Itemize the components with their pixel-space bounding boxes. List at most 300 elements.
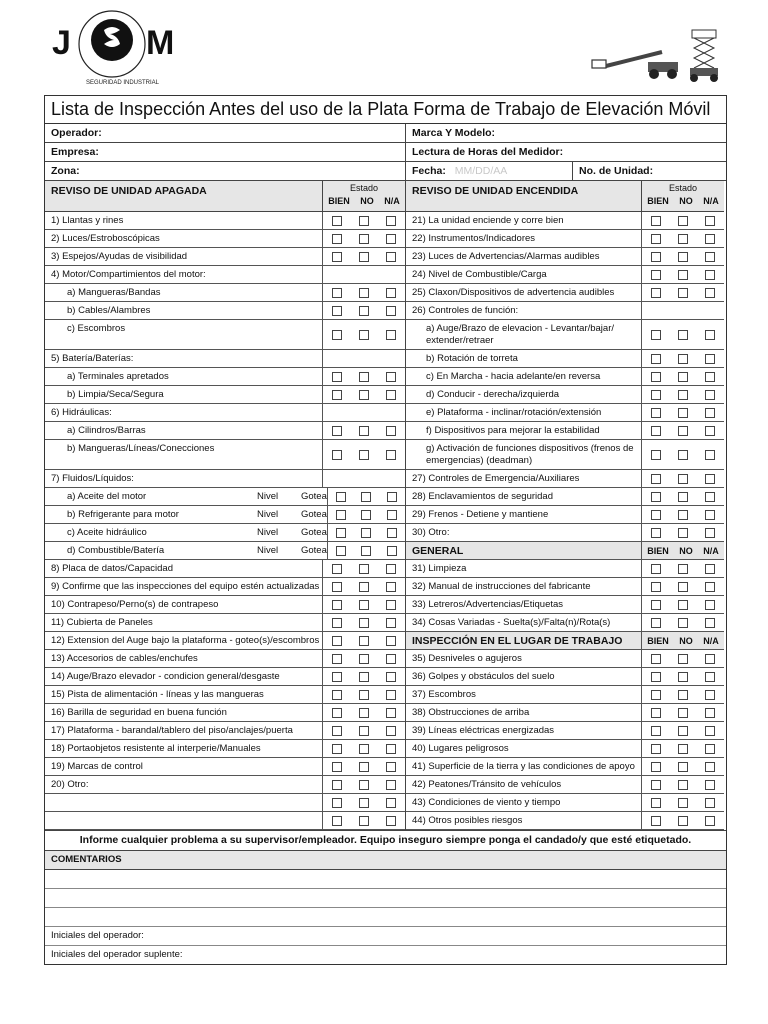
checkbox-no[interactable] — [678, 426, 688, 436]
checkbox-bien[interactable] — [651, 408, 661, 418]
checkbox-no[interactable] — [359, 600, 369, 610]
checkbox-na[interactable] — [386, 618, 396, 628]
checkbox-na[interactable] — [705, 798, 715, 808]
checkbox-na[interactable] — [386, 726, 396, 736]
checkbox-bien[interactable] — [651, 234, 661, 244]
item-label: 32) Manual de instrucciones del fabricante — [412, 581, 591, 592]
checkbox-no[interactable] — [359, 708, 369, 718]
checkbox-no[interactable] — [359, 372, 369, 382]
item-label: a) Terminales apretados — [67, 371, 169, 382]
checkbox-bien[interactable] — [332, 672, 342, 682]
checkbox-no[interactable] — [359, 564, 369, 574]
checkbox-no[interactable] — [359, 234, 369, 244]
estado-checkboxes — [641, 212, 724, 229]
checkbox-bien[interactable] — [651, 726, 661, 736]
checklist-row — [406, 776, 724, 794]
checklist-row — [406, 302, 724, 320]
checkbox-na[interactable] — [705, 690, 715, 700]
checkbox-no[interactable] — [678, 270, 688, 280]
checkbox-bien[interactable] — [336, 510, 346, 520]
item-label: a) Auge/Brazo de elevacion - Levantar/bajar/ extender/retraer — [426, 323, 615, 346]
checklist-row — [406, 440, 724, 470]
checkbox-no[interactable] — [359, 216, 369, 226]
estado-checkboxes — [322, 722, 405, 739]
estado-checkboxes — [322, 470, 405, 487]
checkbox-bien[interactable] — [651, 708, 661, 718]
checkbox-no[interactable] — [678, 798, 688, 808]
item-label: 36) Golpes y obstáculos del suelo — [412, 671, 555, 682]
gotea-label: Gotea — [301, 545, 327, 556]
item-label: 34) Cosas Variadas - Suelta(s)/Falta(n)/Rota(s) — [412, 617, 611, 628]
checkbox-bien[interactable] — [651, 330, 661, 340]
item-label: 13) Accesorios de cables/enchufes — [51, 653, 198, 664]
checkbox-no[interactable] — [678, 726, 688, 736]
checkbox-na[interactable] — [386, 216, 396, 226]
marca-modelo-field[interactable]: Marca Y Modelo: — [412, 127, 496, 139]
estado-checkboxes — [641, 812, 724, 829]
checklist-row — [45, 686, 405, 704]
fluid-item — [45, 506, 327, 523]
checkbox-bien[interactable] — [332, 372, 342, 382]
fecha-field[interactable] — [412, 162, 573, 180]
estado-checkboxes — [641, 650, 724, 667]
checkbox-no[interactable] — [678, 690, 688, 700]
checkbox-na[interactable] — [705, 780, 715, 790]
zona-field[interactable]: Zona: — [45, 162, 406, 180]
checkbox-bien[interactable] — [651, 492, 661, 502]
checkbox-no[interactable] — [678, 762, 688, 772]
checklist-row — [406, 722, 724, 740]
checkbox-bien[interactable] — [651, 744, 661, 754]
checkbox-bien[interactable] — [651, 600, 661, 610]
item-label: 12) Extension del Auge bajo la plataforma - goteo(s)/escombros — [51, 635, 320, 646]
estado-checkboxes — [327, 542, 405, 559]
checklist-row — [406, 506, 724, 524]
checkbox-na[interactable] — [387, 528, 397, 538]
checklist-row — [45, 560, 405, 578]
checkbox-bien[interactable] — [651, 354, 661, 364]
checklist-row — [406, 524, 724, 542]
checkbox-na[interactable] — [386, 564, 396, 574]
checkbox-no[interactable] — [678, 618, 688, 628]
checkbox-bien[interactable] — [332, 816, 342, 826]
estado-checkboxes — [322, 614, 405, 631]
checkbox-no[interactable] — [678, 564, 688, 574]
checkbox-bien[interactable] — [651, 528, 661, 538]
checklist-row — [406, 386, 724, 404]
checkbox-na[interactable] — [705, 744, 715, 754]
checkbox-bien[interactable] — [332, 708, 342, 718]
checkbox-no[interactable] — [678, 234, 688, 244]
estado-checkboxes — [641, 422, 724, 439]
checkbox-na[interactable] — [386, 654, 396, 664]
checkbox-bien[interactable] — [651, 672, 661, 682]
checkbox-no[interactable] — [678, 408, 688, 418]
checkbox-no[interactable] — [678, 252, 688, 262]
checkbox-no[interactable] — [359, 306, 369, 316]
item-label: 17) Plataforma - barandal/tablero del piso/anclajes/puerta — [51, 725, 293, 736]
checkbox-no[interactable] — [678, 816, 688, 826]
checkbox-na[interactable] — [386, 450, 396, 460]
item-label: 44) Otros posibles riesgos — [412, 815, 523, 826]
checkbox-bien[interactable] — [651, 780, 661, 790]
checkbox-bien[interactable] — [332, 216, 342, 226]
item-label: 22) Instrumentos/Indicadores — [412, 233, 536, 244]
iniciales-suplente-field[interactable]: Iniciales del operador suplente: — [51, 949, 183, 960]
checkbox-no[interactable] — [678, 330, 688, 340]
checklist-row — [406, 404, 724, 422]
item-label: 33) Letreros/Advertencias/Etiquetas — [412, 599, 564, 610]
logo-letter-j: J — [52, 24, 71, 62]
checkbox-bien[interactable] — [651, 474, 661, 484]
estado-checkboxes — [322, 668, 405, 685]
checkbox-no[interactable] — [678, 390, 688, 400]
estado-checkboxes — [641, 248, 724, 265]
estado-checkboxes — [322, 812, 405, 829]
checkbox-no[interactable] — [359, 798, 369, 808]
comment-line[interactable] — [45, 908, 726, 927]
operador-field[interactable]: Operador: — [45, 124, 406, 142]
checkbox-na[interactable] — [705, 234, 715, 244]
checkbox-na[interactable] — [386, 330, 396, 340]
checkbox-na[interactable] — [386, 582, 396, 592]
checkbox-bien[interactable] — [651, 816, 661, 826]
checkbox-no[interactable] — [678, 474, 688, 484]
item-label: 31) Limpieza — [412, 563, 467, 574]
checkbox-bien[interactable] — [332, 450, 342, 460]
item-label: b) Mangueras/Líneas/Conecciones — [67, 443, 215, 454]
checkbox-na[interactable] — [705, 492, 715, 502]
checkbox-no[interactable] — [678, 528, 688, 538]
checkbox-na[interactable] — [386, 636, 396, 646]
checkbox-no[interactable] — [361, 546, 371, 556]
checkbox-no[interactable] — [361, 510, 371, 520]
checkbox-no[interactable] — [678, 582, 688, 592]
checkbox-na[interactable] — [705, 330, 715, 340]
estado-checkboxes — [641, 686, 724, 703]
checkbox-bien[interactable] — [651, 618, 661, 628]
checkbox-bien[interactable] — [332, 744, 342, 754]
unidad-encendida-section — [406, 181, 724, 830]
checkbox-na[interactable] — [705, 510, 715, 520]
checkbox-na[interactable] — [386, 798, 396, 808]
checkbox-na[interactable] — [386, 288, 396, 298]
estado-checkboxes — [641, 506, 724, 523]
checkbox-na[interactable] — [705, 216, 715, 226]
estado-checkboxes — [641, 668, 724, 685]
checkbox-bien[interactable] — [332, 330, 342, 340]
checkbox-na[interactable] — [705, 582, 715, 592]
checkbox-na[interactable] — [705, 252, 715, 262]
checkbox-no[interactable] — [359, 252, 369, 262]
checkbox-no[interactable] — [359, 636, 369, 646]
checkbox-no[interactable] — [361, 492, 371, 502]
item-label — [45, 812, 322, 829]
checkbox-na[interactable] — [705, 726, 715, 736]
estado-na-label: N/A — [703, 635, 719, 646]
checklist-row — [406, 578, 724, 596]
checkbox-bien[interactable] — [332, 780, 342, 790]
checklist-row — [45, 266, 405, 284]
checkbox-na[interactable] — [705, 564, 715, 574]
checkbox-no[interactable] — [678, 450, 688, 460]
estado-checkboxes — [641, 320, 724, 349]
checkbox-na[interactable] — [705, 600, 715, 610]
checkbox-no[interactable] — [678, 354, 688, 364]
estado-checkboxes — [641, 722, 724, 739]
estado-checkboxes — [322, 248, 405, 265]
estado-checkboxes — [322, 632, 405, 649]
checkbox-na[interactable] — [387, 492, 397, 502]
checkbox-no[interactable] — [359, 726, 369, 736]
safety-notice: Informe cualquier problema a su supervisor/empleador. Equipo inseguro siempre ponga el candado/y que esté etiquetado. — [45, 830, 726, 851]
checkbox-no[interactable] — [678, 708, 688, 718]
item-label: 24) Nivel de Combustible/Carga — [412, 269, 547, 280]
checklist-row — [45, 404, 405, 422]
checkbox-no[interactable] — [359, 288, 369, 298]
checkbox-na[interactable] — [386, 600, 396, 610]
checklist-row — [45, 386, 405, 404]
checkbox-bien[interactable] — [336, 492, 346, 502]
checkbox-na[interactable] — [386, 816, 396, 826]
checkbox-na[interactable] — [386, 690, 396, 700]
checkbox-na[interactable] — [705, 672, 715, 682]
checkbox-no[interactable] — [359, 672, 369, 682]
item-label: 21) La unidad enciende y corre bien — [412, 215, 564, 226]
checkbox-na[interactable] — [387, 546, 397, 556]
checkbox-no[interactable] — [678, 744, 688, 754]
checkbox-na[interactable] — [705, 288, 715, 298]
checkbox-bien[interactable] — [332, 798, 342, 808]
checkbox-na[interactable] — [705, 372, 715, 382]
checkbox-na[interactable] — [386, 780, 396, 790]
checkbox-no[interactable] — [359, 744, 369, 754]
checkbox-bien[interactable] — [332, 234, 342, 244]
item-label: 39) Líneas eléctricas energizadas — [412, 725, 555, 736]
checklist-row — [45, 776, 405, 794]
checkbox-na[interactable] — [705, 390, 715, 400]
checkbox-na[interactable] — [705, 408, 715, 418]
fecha-placeholder: MM/DD/AA — [454, 165, 508, 177]
fluid-item — [45, 524, 327, 541]
checkbox-na[interactable] — [386, 426, 396, 436]
checkbox-no[interactable] — [678, 492, 688, 502]
checkbox-na[interactable] — [386, 234, 396, 244]
checkbox-na[interactable] — [705, 426, 715, 436]
checkbox-no[interactable] — [361, 528, 371, 538]
checklist-row — [406, 368, 724, 386]
item-label: c) Aceite hidráulico — [67, 527, 147, 538]
estado-checkboxes — [322, 758, 405, 775]
item-label: e) Plataforma - inclinar/rotación/extensión — [426, 407, 602, 418]
checkbox-bien[interactable] — [651, 762, 661, 772]
checkbox-bien[interactable] — [651, 510, 661, 520]
header-row-3 — [45, 162, 726, 181]
checklist-row — [45, 440, 405, 470]
checklist-row — [45, 722, 405, 740]
checkbox-bien[interactable] — [332, 690, 342, 700]
checkbox-bien[interactable] — [651, 582, 661, 592]
checkbox-bien[interactable] — [332, 252, 342, 262]
nivel-label: Nivel — [257, 527, 279, 538]
checkbox-na[interactable] — [386, 762, 396, 772]
checkbox-bien[interactable] — [332, 726, 342, 736]
estado-checkboxes — [641, 740, 724, 757]
item-label: 30) Otro: — [412, 527, 450, 538]
checkbox-na[interactable] — [705, 618, 715, 628]
checkbox-no[interactable] — [359, 450, 369, 460]
checkbox-no[interactable] — [678, 288, 688, 298]
estado-checkboxes — [641, 758, 724, 775]
checklist-row — [406, 284, 724, 302]
checkbox-na[interactable] — [705, 762, 715, 772]
checkbox-no[interactable] — [678, 672, 688, 682]
checkbox-na[interactable] — [705, 450, 715, 460]
item-label: 26) Controles de función: — [412, 305, 519, 316]
checkbox-no[interactable] — [678, 654, 688, 664]
checkbox-bien[interactable] — [651, 426, 661, 436]
checkbox-no[interactable] — [359, 762, 369, 772]
item-label: 8) Placa de datos/Capacidad — [51, 563, 173, 574]
estado-checkboxes — [322, 302, 405, 319]
checkbox-bien[interactable] — [332, 306, 342, 316]
checkbox-no[interactable] — [359, 780, 369, 790]
checkbox-na[interactable] — [386, 252, 396, 262]
estado-checkboxes — [641, 368, 724, 385]
fecha-label: Fecha: — [412, 165, 446, 177]
comment-line[interactable] — [45, 889, 726, 908]
checkbox-no[interactable] — [359, 582, 369, 592]
checkbox-bien[interactable] — [651, 450, 661, 460]
subsection-heading — [406, 632, 724, 650]
estado-checkboxes — [641, 794, 724, 811]
item-label: 9) Confirme que las inspecciones del equipo estén actualizadas — [51, 581, 320, 592]
checkbox-bien[interactable] — [651, 288, 661, 298]
checkbox-na[interactable] — [705, 474, 715, 484]
estado-checkboxes — [322, 404, 405, 421]
unidad-apagada-section — [45, 181, 406, 830]
checkbox-na[interactable] — [705, 654, 715, 664]
checkbox-bien[interactable] — [651, 252, 661, 262]
checkbox-no[interactable] — [359, 690, 369, 700]
iniciales-operador-field[interactable]: Iniciales del operador: — [45, 927, 726, 946]
checkbox-no[interactable] — [678, 600, 688, 610]
item-label: 15) Pista de alimentación - líneas y las mangueras — [51, 689, 264, 700]
checkbox-no[interactable] — [359, 390, 369, 400]
checkbox-bien[interactable] — [332, 636, 342, 646]
checkbox-na[interactable] — [386, 306, 396, 316]
checkbox-bien[interactable] — [651, 798, 661, 808]
item-label: 35) Desniveles o agujeros — [412, 653, 522, 664]
checklist-row — [45, 470, 405, 488]
estado-checkboxes — [641, 404, 724, 421]
checkbox-no[interactable] — [359, 816, 369, 826]
checkbox-bien[interactable] — [651, 690, 661, 700]
estado-header: Estado BIEN NO N/A — [641, 181, 724, 211]
checkbox-bien[interactable] — [336, 528, 346, 538]
nivel-label: Nivel — [257, 509, 279, 520]
checkbox-na[interactable] — [705, 354, 715, 364]
checklist-row — [45, 230, 405, 248]
empresa-field[interactable]: Empresa: — [45, 143, 406, 161]
item-label: a) Aceite del motor — [67, 491, 147, 502]
checkbox-bien[interactable] — [332, 426, 342, 436]
item-label: 14) Auge/Brazo elevador - condicion general/desgaste — [51, 671, 280, 682]
estado-checkboxes — [322, 686, 405, 703]
estado-checkboxes — [641, 542, 724, 559]
fluid-item — [45, 542, 327, 559]
checkbox-bien[interactable] — [332, 564, 342, 574]
checkbox-na[interactable] — [705, 816, 715, 826]
checkbox-no[interactable] — [678, 216, 688, 226]
checklist-row — [45, 368, 405, 386]
estado-header: Estado BIEN NO N/A — [322, 181, 405, 211]
checkbox-bien[interactable] — [332, 582, 342, 592]
checkbox-na[interactable] — [705, 708, 715, 718]
gotea-label: Gotea — [301, 509, 327, 520]
estado-bien-label: BIEN — [647, 545, 669, 556]
estado-checkboxes — [322, 704, 405, 721]
checkbox-bien[interactable] — [651, 372, 661, 382]
lectura-horas-field[interactable]: Lectura de Horas del Medidor: — [412, 146, 564, 158]
checkbox-na[interactable] — [705, 270, 715, 280]
checkbox-no[interactable] — [678, 780, 688, 790]
checkbox-no[interactable] — [678, 510, 688, 520]
checkbox-na[interactable] — [386, 672, 396, 682]
checkbox-no[interactable] — [359, 654, 369, 664]
checklist-row — [45, 794, 405, 812]
checkbox-bien[interactable] — [651, 654, 661, 664]
item-label: 20) Otro: — [51, 779, 89, 790]
checkbox-bien[interactable] — [336, 546, 346, 556]
checkbox-bien[interactable] — [651, 270, 661, 280]
checkbox-bien[interactable] — [332, 618, 342, 628]
checkbox-na[interactable] — [386, 744, 396, 754]
checkbox-no[interactable] — [359, 426, 369, 436]
checklist-row — [45, 488, 405, 506]
checklist-row — [45, 596, 405, 614]
checkbox-no[interactable] — [359, 330, 369, 340]
checkbox-bien[interactable] — [651, 216, 661, 226]
checkbox-na[interactable] — [387, 510, 397, 520]
checkbox-na[interactable] — [386, 708, 396, 718]
checkbox-bien[interactable] — [332, 600, 342, 610]
checkbox-bien[interactable] — [332, 654, 342, 664]
checklist-row — [45, 284, 405, 302]
checkbox-bien[interactable] — [651, 390, 661, 400]
item-label: g) Activación de funciones dispositivos (frenos de emergencias) (deadman) — [426, 443, 634, 466]
comment-line[interactable] — [45, 870, 726, 889]
checkbox-bien[interactable] — [332, 390, 342, 400]
checklist-row — [45, 212, 405, 230]
no-unidad-field[interactable]: No. de Unidad: — [579, 165, 654, 177]
checklist-row — [45, 422, 405, 440]
estado-bien-label: BIEN — [647, 635, 669, 646]
checkbox-bien[interactable] — [332, 288, 342, 298]
checkbox-na[interactable] — [386, 390, 396, 400]
nivel-label: Nivel — [257, 545, 279, 556]
checkbox-na[interactable] — [386, 372, 396, 382]
checkbox-na[interactable] — [705, 528, 715, 538]
estado-checkboxes — [322, 212, 405, 229]
checkbox-no[interactable] — [678, 372, 688, 382]
checkbox-bien[interactable] — [332, 762, 342, 772]
checklist-row — [406, 650, 724, 668]
item-label: b) Refrigerante para motor — [67, 509, 179, 520]
item-label: 3) Espejos/Ayudas de visibilidad — [51, 251, 188, 262]
checkbox-bien[interactable] — [651, 564, 661, 574]
checkbox-no[interactable] — [359, 618, 369, 628]
